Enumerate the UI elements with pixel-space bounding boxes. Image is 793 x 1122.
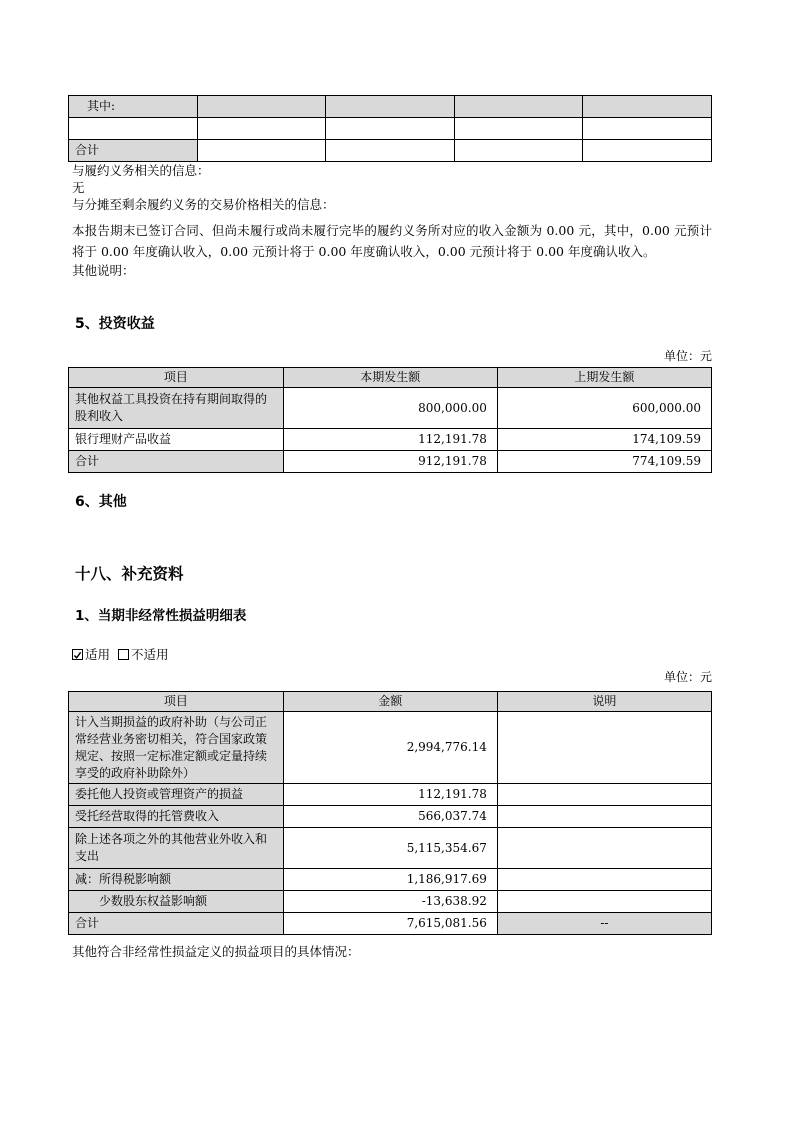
row-label: 委托他人投资或管理资产的损益 [69,784,284,806]
current-period-value: 800,000.00 [283,388,497,429]
note-cell: -- [497,913,711,935]
row-label: 其他权益工具投资在持有期间取得的股利收入 [69,388,284,429]
section5-title: 5、投资收益 [75,316,155,332]
row-label: 银行理财产品收益 [69,429,284,451]
empty-cell [583,96,712,118]
other-nonrecurring-footer: 其他符合非经常性损益定义的损益项目的具体情况： [72,944,360,959]
prior-period-value: 774,109.59 [497,451,711,473]
note-cell [497,784,711,806]
amount-value: 1,186,917.69 [283,869,497,891]
unchecked-checkbox-icon [118,649,129,660]
row-label: 少数股东权益影响额 [69,891,284,913]
unit-label-1: 单位：元 [663,349,712,363]
investment-income-table [68,367,712,473]
empty-cell [326,118,455,140]
column-header-note: 说明 [497,692,711,712]
applicability-check-line [72,647,712,662]
column-header-prior-period: 上期发生额 [497,368,711,388]
obligation-none-text: 无 [72,180,85,195]
empty-cell [326,140,455,162]
prior-period-value: 174,109.59 [497,429,711,451]
amount-value: -13,638.92 [283,891,497,913]
column-header-item: 项目 [69,368,284,388]
row-label-total: 合计 [69,140,198,162]
amount-value: 2,994,776.14 [283,712,497,784]
row-label: 受托经营取得的托管费收入 [69,806,284,828]
row-label-total: 合计 [69,451,284,473]
empty-cell [454,118,583,140]
note-cell [497,828,711,869]
note-cell [497,869,711,891]
empty-cell [197,96,326,118]
note-cell [497,891,711,913]
prior-period-value: 600,000.00 [497,388,711,429]
chapter18-title: 十八、补充资料 [75,565,184,583]
non-recurring-items-table [68,691,712,935]
column-header-current-period: 本期发生额 [283,368,497,388]
note-cell [497,712,711,784]
not-applicable-label: 不适用 [131,647,169,662]
unit-label-2: 单位：元 [663,670,712,684]
amount-value: 112,191.78 [283,784,497,806]
carryover-table [68,95,712,162]
row-label: 计入当期损益的政府补助（与公司正常经营业务密切相关，符合国家政策规定、按照一定标准定额或定量持续享受的政府补助除外） [69,712,284,784]
empty-cell [326,96,455,118]
obligation-info-heading: 与履约义务相关的信息： [72,163,210,178]
subsection1-title: 1、当期非经常性损益明细表 [75,608,247,624]
empty-cell [69,118,198,140]
obligation-price-heading: 与分摊至剩余履约义务的交易价格相关的信息： [72,197,335,212]
empty-cell [583,140,712,162]
column-header-amount: 金额 [283,692,497,712]
checked-checkbox-icon [72,649,83,660]
empty-cell [583,118,712,140]
row-label: 除上述各项之外的其他营业外收入和支出 [69,828,284,869]
current-period-value: 112,191.78 [283,429,497,451]
amount-value: 7,615,081.56 [283,913,497,935]
row-label-qizhong: 其中: [69,96,198,118]
empty-cell [197,140,326,162]
row-label: 减：所得税影响额 [69,869,284,891]
amount-value: 5,115,354.67 [283,828,497,869]
current-period-value: 912,191.78 [283,451,497,473]
column-header-item: 项目 [69,692,284,712]
obligation-paragraph: 本报告期末已签订合同、但尚未履行或尚未履行完毕的履约义务所对应的收入金额为 0.00 元，其中，0.00 元预计将于 0.00 年度确认收入，0.00 元预计将于 0.00 年度确认收入，0.00 元预计将于 0.00 年度确认收入。 [72,223,712,259]
row-label-total: 合计 [69,913,284,935]
empty-cell [197,118,326,140]
other-notes-heading: 其他说明： [72,263,135,278]
note-cell [497,806,711,828]
applicable-label: 适用 [85,647,111,662]
empty-cell [454,140,583,162]
amount-value: 566,037.74 [283,806,497,828]
section6-title: 6、其他 [75,494,127,510]
empty-cell [454,96,583,118]
